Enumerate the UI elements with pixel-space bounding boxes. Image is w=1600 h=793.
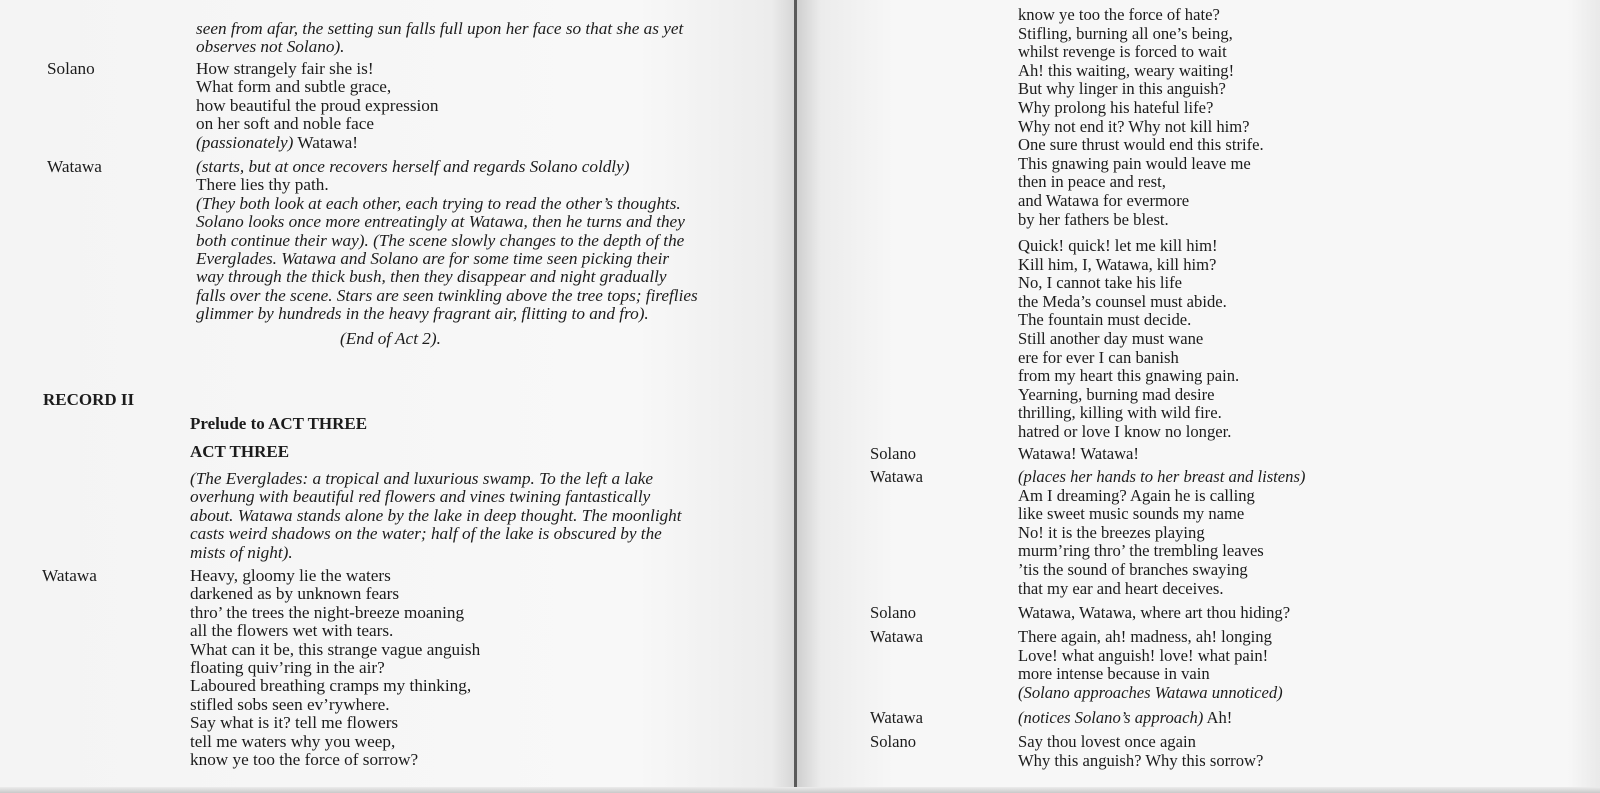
verse-line: know ye too the force of hate? — [1018, 5, 1220, 24]
verse-line: What can it be, this strange vague anguish — [190, 639, 481, 659]
verse-line: Love! what anguish! love! what pain! — [1018, 645, 1269, 665]
verse-line: and Watawa for evermore — [1018, 190, 1190, 210]
verse-line: thrilling, killing with wild fire. — [1018, 403, 1222, 423]
verse-line: But why linger in this anguish? — [1018, 79, 1226, 99]
stage-direction: (starts, but at once recovers herself and regards Solano coldly) — [196, 157, 630, 176]
verse-line: from my heart this gnawing pain. — [1018, 366, 1240, 386]
stage-line: glimmer by hundreds in the heavy fragrant air, flitting to and fro). — [196, 304, 649, 324]
stage-line: both continue their way). (The scene slowly changes to the depth of the — [196, 230, 685, 250]
verse-line: Watawa, Watawa, where art thou hiding? — [1018, 603, 1291, 622]
stage-line: overhung with beautiful red flowers and vines twining fantastically — [190, 487, 651, 507]
page-bottom-edge — [0, 787, 1600, 793]
verse-line: thro’ the trees the night-breeze moaning — [190, 602, 465, 622]
verse-text: Ah! — [1203, 708, 1233, 727]
speaker-solano: Solano — [870, 444, 917, 463]
verse-line: Say what is it? tell me flowers — [190, 713, 399, 733]
watawa-verse — [1018, 468, 1305, 598]
stage-line: (The Everglades: a tropical and luxurious swamp. To the left a lake — [190, 469, 654, 488]
stage-direction: (notices Solano’s approach) — [1018, 708, 1204, 727]
verse-line: Why prolong his hateful life? — [1018, 97, 1214, 117]
verse-line: hatred or love I know no longer. — [1018, 421, 1232, 441]
stage-direction: (passionately) — [196, 132, 294, 152]
speaker-watawa: Watawa — [870, 708, 924, 727]
verse-line: No! it is the breezes playing — [1018, 522, 1205, 542]
verse-line: tell me waters why you weep, — [190, 731, 396, 751]
stage-line: (They both look at each other, each trying to read the other’s thoughts. — [196, 193, 681, 213]
verse-line: darkened as by unknown fears — [190, 584, 400, 604]
verse-line — [196, 134, 438, 152]
verse-line: How strangely fair she is! — [196, 59, 374, 78]
verse-line: Quick! quick! let me kill him! — [1018, 236, 1218, 255]
verse-line: Still another day must wane — [1018, 328, 1204, 348]
verse-line: Why not end it? Why not kill him? — [1018, 116, 1250, 136]
verse-line: by her fathers be blest. — [1018, 209, 1169, 229]
stage-line: casts weird shadows on the water; half of the lake is obscured by the — [190, 524, 662, 544]
speaker-solano: Solano — [870, 603, 917, 622]
verse-line: how beautiful the proud expression — [196, 95, 439, 115]
watawa-verse — [1018, 628, 1283, 702]
verse-line: on her soft and noble face — [196, 114, 375, 134]
stage-line: about. Watawa stands alone by the lake in deep thought. The moonlight — [190, 505, 682, 525]
verse-line: Say thou lovest once again — [1018, 732, 1196, 751]
stage-line: mists of night). — [190, 542, 293, 562]
stage-line: way through the thick bush, then they disappear and night gradually — [196, 267, 667, 287]
watawa-line — [1018, 709, 1232, 728]
verse-line: Why this anguish? Why this sorrow? — [1018, 750, 1264, 770]
verse-line: One sure thrust would end this strife. — [1018, 135, 1264, 155]
verse-line: There lies thy path. — [196, 175, 329, 195]
speaker-watawa: Watawa — [870, 467, 924, 486]
stage-line: Solano looks once more entreatingly at Watawa, then he turns and they — [196, 212, 685, 232]
text-line: observes not Solano). — [196, 37, 345, 57]
left-page — [0, 0, 795, 793]
text-line: seen from afar, the setting sun falls full upon her face so that she as yet — [196, 19, 684, 38]
end-of-act — [340, 330, 441, 348]
verse-line: ere for ever I can banish — [1018, 347, 1179, 367]
verse-line: know ye too the force of sorrow? — [190, 750, 419, 770]
record-heading: RECORD II — [43, 390, 135, 409]
verse-line: stifled sobs seen ev’rywhere. — [190, 694, 390, 714]
verse-line: then in peace and rest, — [1018, 172, 1166, 192]
act-heading: ACT THREE — [190, 442, 290, 461]
stage-line: falls over the scene. Stars are seen twinkling above the tree tops; fireflies — [196, 285, 698, 305]
stage-direction: (places her hands to her breast and listens) — [1018, 467, 1306, 486]
verse-line: No, I cannot take his life — [1018, 273, 1183, 293]
stage-direction: (Solano approaches Watawa unnoticed) — [1018, 682, 1283, 702]
watawa-aria-second-stanza — [1018, 237, 1239, 442]
verse-line: Stifling, burning all one’s being, — [1018, 23, 1233, 43]
verse-line: Yearning, burning mad desire — [1018, 384, 1215, 404]
verse-line: Ah! this waiting, weary waiting! — [1018, 60, 1235, 80]
watawa-aria — [190, 567, 480, 769]
stage-direction-top — [196, 20, 756, 57]
verse-line: Kill him, I, Watawa, kill him? — [1018, 254, 1217, 274]
verse-line: all the flowers wet with tears. — [190, 621, 394, 641]
solano-line — [1018, 445, 1139, 464]
solano-line — [1018, 604, 1290, 623]
watawa-verse — [196, 158, 750, 324]
speaker-solano: Solano — [870, 732, 917, 751]
verse-line: ’tis the sound of branches swaying — [1018, 559, 1248, 579]
speaker-watawa: Watawa — [47, 157, 102, 176]
verse-line: whilst revenge is forced to wait — [1018, 42, 1227, 62]
verse-line: Watawa! Watawa! — [1018, 444, 1139, 463]
verse-line: Am I dreaming? Again he is calling — [1018, 485, 1255, 505]
speaker-watawa: Watawa — [42, 566, 97, 585]
end-act-text: (End of Act 2). — [340, 329, 441, 348]
prelude-heading: Prelude to ACT THREE — [190, 414, 368, 433]
verse-line: that my ear and heart deceives. — [1018, 578, 1224, 598]
verse-line: The fountain must decide. — [1018, 310, 1192, 330]
solano-verse — [196, 60, 438, 152]
verse-line: more intense because in vain — [1018, 664, 1210, 684]
verse-line: floating quiv’ring in the air? — [190, 658, 385, 678]
verse-line: What form and subtle grace, — [196, 77, 392, 97]
watawa-aria-continued — [1018, 6, 1264, 229]
verse-line — [1018, 709, 1232, 728]
solano-verse — [1018, 733, 1263, 770]
stage-line: Everglades. Watawa and Solano are for some time seen picking their — [196, 249, 670, 269]
verse-line: the Meda’s counsel must abide. — [1018, 291, 1227, 311]
verse-line: This gnawing pain would leave me — [1018, 153, 1251, 173]
verse-line: Laboured breathing cramps my thinking, — [190, 676, 472, 696]
verse-text: Watawa! — [293, 132, 359, 152]
speaker-watawa: Watawa — [870, 627, 924, 646]
act3-stage-direction — [190, 470, 744, 562]
verse-line: like sweet music sounds my name — [1018, 504, 1245, 524]
verse-line: There again, ah! madness, ah! longing — [1018, 627, 1272, 646]
verse-line: Heavy, gloomy lie the waters — [190, 566, 391, 585]
verse-line: murm’ring thro’ the trembling leaves — [1018, 541, 1264, 561]
speaker-solano: Solano — [47, 59, 95, 78]
